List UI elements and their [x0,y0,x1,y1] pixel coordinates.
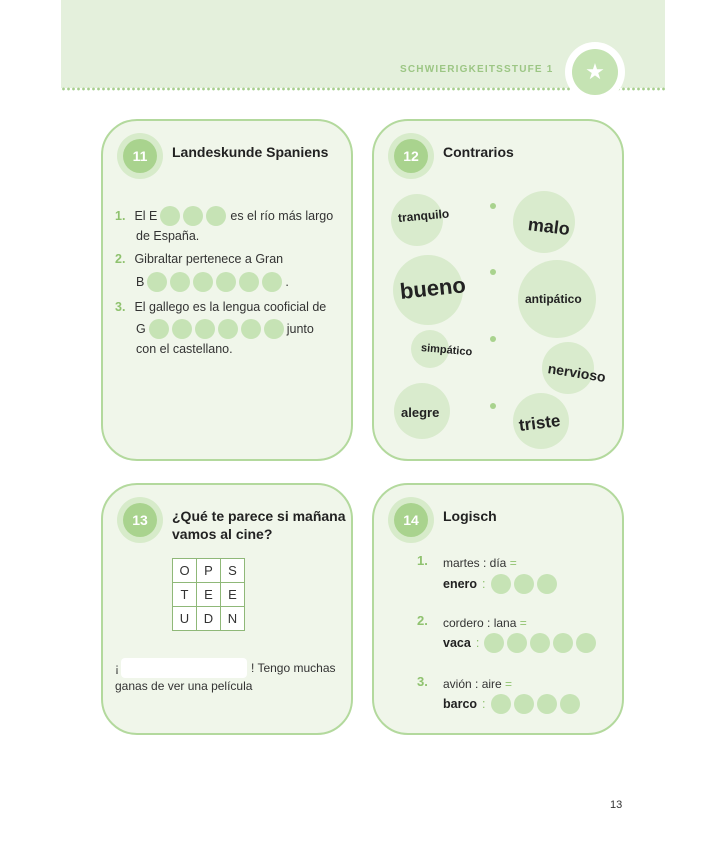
answer-blank[interactable] [121,658,247,678]
page-number: 13 [610,799,623,811]
puzzle-number: 11 [123,139,157,173]
letter-blank[interactable] [206,206,226,226]
puzzle-number-badge [117,133,163,179]
puzzle-number-badge [117,497,163,543]
letter-blank[interactable] [193,272,213,292]
question-number: 3. [115,300,126,314]
letter-blank[interactable] [183,206,203,226]
letter-blank[interactable] [491,574,511,594]
connector-dot[interactable] [490,403,496,409]
separator: : [475,636,480,650]
difficulty-star-badge [565,42,625,102]
word-triste: triste [517,411,562,435]
analogy-answer [443,633,599,653]
grid-cell[interactable]: E [221,583,245,607]
connector-dot[interactable] [490,269,496,275]
letter-grid [172,558,245,631]
analogy-pair-text: avión : aire [443,677,502,691]
separator: : [482,577,486,591]
answer-row [136,319,314,339]
analogy-pair-text: cordero : lana [443,616,517,630]
letter-blank[interactable] [553,633,573,653]
question-3 [115,297,326,317]
question-text: es el río más largo [230,209,334,223]
question-2 [115,249,283,269]
question-number: 1. [115,209,126,223]
letter-blank[interactable] [514,694,534,714]
answer-prefix: B [136,275,145,289]
analogy-word: barco [443,697,478,711]
grid-cell[interactable]: U [173,607,197,631]
puzzle-number: 12 [394,139,428,173]
letter-blank[interactable] [537,694,557,714]
equals-sign: = [509,556,517,570]
star-icon: ★ [572,49,618,95]
connector-dot[interactable] [490,336,496,342]
puzzle-title: Landeskunde Spaniens [172,144,329,160]
analogy-pair [443,677,512,691]
word-malo: malo [526,214,571,240]
letter-blank[interactable] [507,633,527,653]
difficulty-level-label: SCHWIERIGKEITSSTUFE 1 [400,64,554,75]
answer-row [136,272,289,292]
letter-blank[interactable] [160,206,180,226]
letter-blank[interactable] [514,574,534,594]
answer-suffix: junto [286,322,314,336]
puzzle-number: 13 [123,503,157,537]
analogy-pair [443,556,517,570]
letter-blank[interactable] [149,319,169,339]
puzzle-number-badge [388,497,434,543]
grid-cell[interactable]: E [197,583,221,607]
letter-blank[interactable] [491,694,511,714]
letter-blank[interactable] [484,633,504,653]
letter-blank[interactable] [239,272,259,292]
sentence-text: ganas de ver una película [115,679,253,693]
question-text-line: de España. [136,229,200,243]
letter-blank[interactable] [537,574,557,594]
question-number: 2. [115,252,126,266]
puzzle-title: Logisch [443,508,497,524]
analogy-answer [443,694,583,714]
puzzle-title: Contrarios [443,144,514,160]
answer-prefix: G [136,322,146,336]
analogy-word: vaca [443,636,471,650]
question-1 [115,206,333,226]
word-simpatico: simpático [420,342,473,359]
puzzle-number: 14 [394,503,428,537]
grid-cell[interactable]: T [173,583,197,607]
letter-blank[interactable] [195,319,215,339]
answer-suffix: . [285,275,289,289]
word-tranquilo: tranquilo [397,206,450,225]
equals-sign: = [505,677,513,691]
letter-blank[interactable] [264,319,284,339]
sentence-open-mark: ¡ [115,661,119,675]
letter-blank[interactable] [218,319,238,339]
grid-cell[interactable]: D [197,607,221,631]
question-text-line: con el castellano. [136,342,233,356]
question-text: Gibraltar pertenece a Gran [134,252,284,266]
analogy-number: 2. [417,613,428,628]
puzzle-title-line: ¿Qué te parece si mañana [172,508,346,524]
letter-blank[interactable] [147,272,167,292]
word-alegre: alegre [401,405,440,420]
letter-blank[interactable] [170,272,190,292]
analogy-number: 1. [417,553,428,568]
word-nervioso: nervioso [546,360,607,386]
word-antipatico: antipático [525,292,582,306]
letter-blank[interactable] [560,694,580,714]
puzzle-number-badge [388,133,434,179]
connector-dot[interactable] [490,203,496,209]
letter-blank[interactable] [576,633,596,653]
analogy-number: 3. [417,674,428,689]
analogy-answer [443,574,560,594]
letter-blank[interactable] [530,633,550,653]
grid-cell[interactable]: S [221,559,245,583]
analogy-pair-text: martes : día [443,556,507,570]
equals-sign: = [519,616,527,630]
sentence-text: ! Tengo muchas [251,661,336,675]
word-bueno: bueno [398,272,467,304]
question-text: El gallego es la lengua cooficial de [134,300,327,314]
separator: : [482,697,486,711]
analogy-pair [443,616,527,630]
puzzle-title [172,507,346,543]
puzzle-title-line: vamos al cine? [172,526,273,542]
grid-cell[interactable]: P [197,559,221,583]
analogy-word: enero [443,577,478,591]
question-text: El E [134,209,158,223]
grid-cell[interactable]: O [173,559,197,583]
letter-blank[interactable] [172,319,192,339]
letter-blank[interactable] [241,319,261,339]
letter-blank[interactable] [262,272,282,292]
grid-cell[interactable]: N [221,607,245,631]
letter-blank[interactable] [216,272,236,292]
